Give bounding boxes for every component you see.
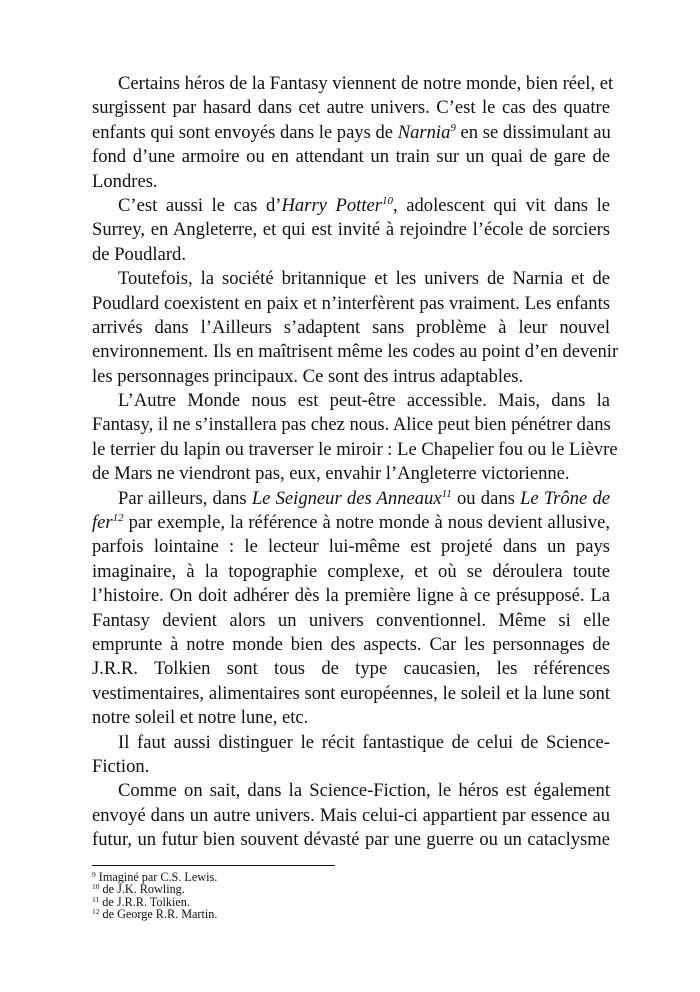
paragraph bbox=[92, 487, 610, 731]
text-line bbox=[92, 511, 610, 535]
text-line bbox=[92, 96, 610, 120]
text-run: Fantasy, il ne s’installera pas chez nous. Alice peut bien pénétrer dans bbox=[92, 414, 611, 436]
text-line bbox=[92, 292, 610, 316]
italic-title: Le Trône de bbox=[520, 487, 610, 509]
footnote-text: de J.R.R. Tolkien. bbox=[99, 894, 190, 909]
footnote-number: 9 bbox=[92, 870, 96, 879]
text-run: surgissent par hasard dans cet autre univers. C’est le cas des quatre bbox=[92, 97, 610, 119]
footnote-text: de J.K. Rowling. bbox=[99, 882, 185, 897]
text-line bbox=[92, 413, 610, 437]
text-line bbox=[92, 72, 614, 96]
text-run: environnement. Ils en maîtrisent même les codes au point d’en devenir bbox=[92, 341, 619, 363]
text-line bbox=[92, 682, 610, 706]
text-line bbox=[92, 804, 610, 828]
text-line bbox=[92, 462, 610, 486]
text-line bbox=[92, 316, 610, 340]
text-run: Toutefois, la société britannique et les univers de Narnia et de bbox=[118, 268, 610, 290]
text-run: Surrey, en Angleterre, et qui est invité à rejoindre l’école de sorciers bbox=[92, 219, 610, 241]
paragraph bbox=[92, 731, 610, 780]
text-line bbox=[92, 731, 610, 755]
text-line bbox=[92, 145, 610, 169]
text-line bbox=[92, 584, 610, 608]
italic-title: fer bbox=[92, 512, 113, 534]
text-run: Fiction. bbox=[92, 755, 150, 777]
text-run: Comme on sait, dans la Science-Fiction, le héros est également bbox=[118, 780, 610, 802]
footnote-number: 11 bbox=[92, 894, 100, 904]
footnote-text: Imaginé par C.S. Lewis. bbox=[95, 870, 218, 884]
text-line bbox=[92, 121, 610, 145]
text-run: fond d’une armoire ou en attendant un train sur un quai de gare de bbox=[92, 146, 610, 168]
text-line bbox=[92, 267, 610, 291]
text-run: enfants qui sont envoyés dans le pays de bbox=[92, 121, 398, 143]
footnote-text: de George R.R. Martin. bbox=[99, 907, 218, 922]
text-line bbox=[92, 755, 610, 779]
text-line bbox=[92, 365, 610, 389]
text-run: le terrier du lapin ou traverser le miroir : Le Chapelier fou ou le Lièvre bbox=[92, 438, 618, 460]
text-run: Par ailleurs, dans bbox=[118, 487, 252, 509]
text-run: de Mars ne viendront pas, eux, envahir l’Angleterre victorienne. bbox=[92, 463, 570, 485]
text-run: , adolescent qui vit dans le bbox=[393, 194, 611, 216]
text-run: de Poudlard. bbox=[92, 243, 186, 265]
footnote-reference: 9 bbox=[450, 121, 456, 134]
text-run: J.R.R. Tolkien sont tous de type caucasien, les références bbox=[92, 658, 610, 680]
text-run: Certains héros de la Fantasy viennent de notre monde, bien réel, et bbox=[118, 73, 614, 94]
text-run: notre soleil et notre lune, etc. bbox=[92, 707, 309, 729]
footnote-reference: 11 bbox=[441, 487, 452, 500]
text-line bbox=[92, 560, 610, 584]
text-run: Il faut aussi distinguer le récit fantastique de celui de Science- bbox=[118, 731, 610, 753]
text-run: Poudlard coexistent en paix et n’interfèrent pas vraiment. Les enfants bbox=[92, 292, 610, 314]
text-line bbox=[92, 194, 610, 218]
footnote-reference: 12 bbox=[112, 512, 124, 525]
text-run: par exemple, la référence à notre monde à nous devient allusive, bbox=[123, 512, 610, 534]
italic-title: Le Seigneur des Anneaux bbox=[251, 487, 442, 509]
text-line bbox=[92, 389, 610, 413]
footnote-separator bbox=[92, 865, 335, 866]
footnote-number: 10 bbox=[92, 882, 100, 892]
footnote bbox=[92, 908, 217, 920]
text-line bbox=[92, 487, 610, 511]
text-run: Fantasy devient alors un univers conventionnel. Même si elle bbox=[92, 609, 610, 631]
footnote-number: 12 bbox=[92, 907, 100, 917]
italic-title: Narnia bbox=[397, 121, 451, 143]
text-run: L’Autre Monde nous est peut-être accessible. Mais, dans la bbox=[118, 390, 610, 412]
text-line bbox=[92, 828, 610, 852]
text-run: ou dans bbox=[451, 487, 521, 509]
paragraph bbox=[92, 194, 610, 267]
text-line bbox=[92, 170, 610, 194]
text-line bbox=[92, 779, 610, 803]
text-run: imaginaire, à la topographie complexe, et où se déroulera toute bbox=[92, 560, 610, 582]
text-run: parfois lointaine : le lecteur lui-même est projeté dans un pays bbox=[92, 536, 610, 558]
text-run: les personnages principaux. Ce sont des intrus adaptables. bbox=[92, 365, 524, 387]
text-line bbox=[92, 633, 610, 657]
footnotes bbox=[92, 871, 217, 921]
text-run: envoyé dans un autre univers. Mais celui-ci appartient par essence au bbox=[92, 804, 610, 826]
footnote-reference: 10 bbox=[382, 194, 394, 207]
paragraph bbox=[92, 779, 610, 852]
text-run: C’est aussi le cas d’ bbox=[118, 194, 282, 216]
text-run: futur, un futur bien souvent dévasté par une guerre ou un cataclysme bbox=[92, 829, 610, 851]
body-text bbox=[92, 72, 619, 853]
text-line bbox=[92, 535, 610, 559]
paragraph bbox=[92, 72, 614, 194]
italic-title: Harry Potter bbox=[281, 194, 383, 216]
text-run: en se dissimulant au bbox=[455, 121, 611, 143]
paragraph bbox=[92, 267, 619, 389]
text-run: emprunte à notre monde bien des aspects. Car les personnages de bbox=[92, 633, 610, 655]
text-line bbox=[92, 243, 610, 267]
text-line bbox=[92, 438, 618, 462]
text-line bbox=[92, 706, 610, 730]
text-run: arrivés dans l’Ailleurs s’adaptent sans problème à leur nouvel bbox=[92, 316, 610, 338]
text-line bbox=[92, 657, 610, 681]
text-run: Londres. bbox=[92, 170, 158, 192]
paragraph bbox=[92, 389, 618, 487]
text-line bbox=[92, 609, 610, 633]
text-line bbox=[92, 218, 610, 242]
text-run: l’histoire. On doit adhérer dès la première ligne à ce présupposé. La bbox=[92, 585, 610, 607]
text-run: vestimentaires, alimentaires sont européennes, le soleil et la lune sont bbox=[92, 682, 610, 704]
text-line bbox=[92, 340, 619, 364]
